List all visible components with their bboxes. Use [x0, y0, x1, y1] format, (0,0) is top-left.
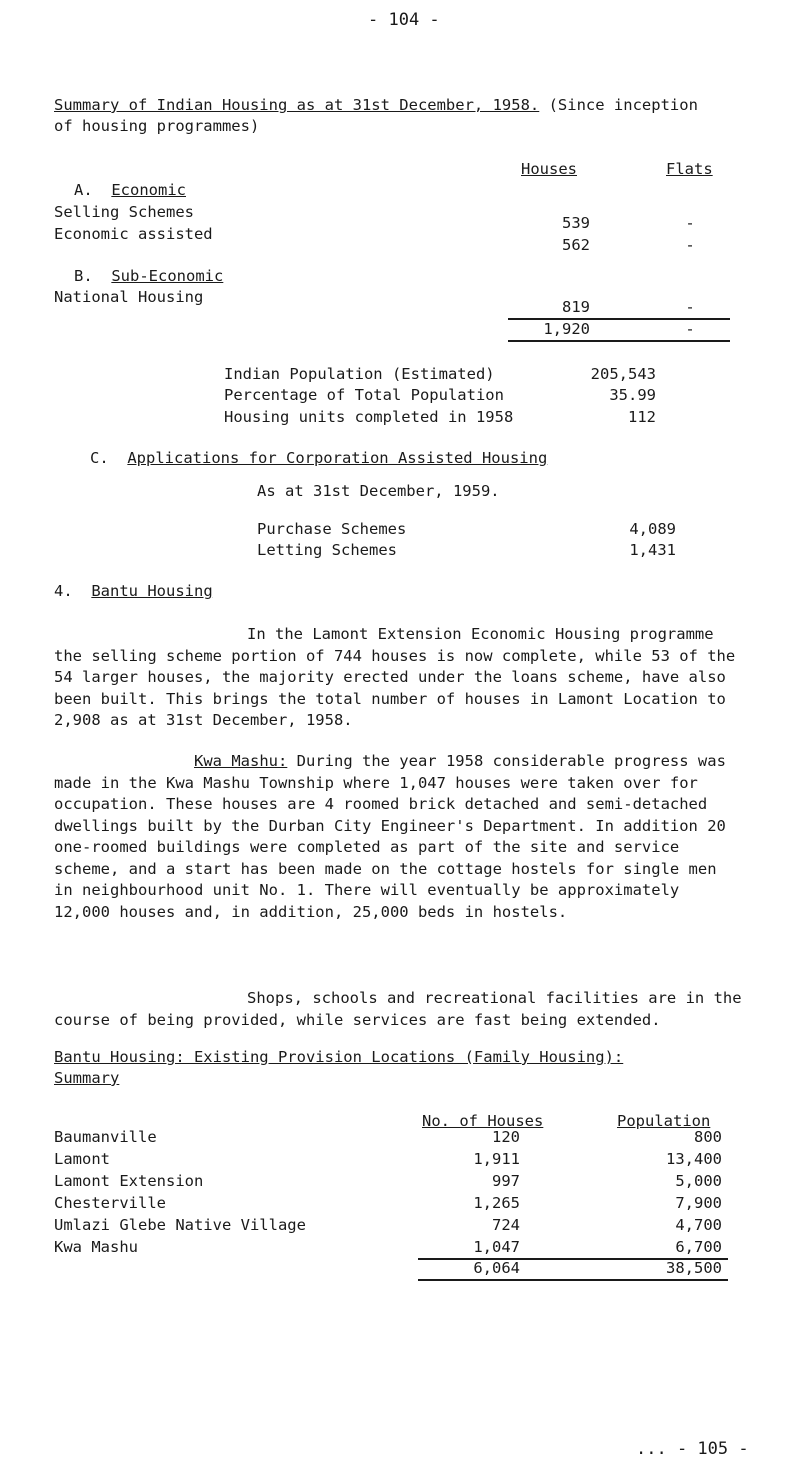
bantu-summary-subheading: Summary [54, 1069, 120, 1087]
summary-heading [54, 96, 698, 114]
location-houses: 1,911 [473, 1150, 520, 1168]
location-name: Baumanville [54, 1128, 157, 1146]
location-name: Lamont Extension [54, 1172, 204, 1190]
location-population: 4,700 [675, 1216, 722, 1234]
population-label: Indian Population (Estimated) [224, 365, 495, 383]
bantu-total-houses: 6,064 [473, 1259, 520, 1277]
bantu-total-rule [418, 1279, 728, 1281]
paragraph-facilities-text: Shops, schools and recreational facilities are in the course of being provided, while services are fast being extended. [54, 989, 742, 1029]
location-houses: 1,047 [473, 1238, 520, 1256]
col-header-no-of-houses: No. of Houses [422, 1112, 544, 1130]
location-population: 7,900 [675, 1194, 722, 1212]
row-label: Selling Schemes [54, 203, 194, 221]
row-houses: 819 [562, 298, 590, 316]
section-c-prefix: C. [90, 449, 109, 467]
location-name: Chesterville [54, 1194, 166, 1212]
paragraph-lamont-text: In the Lamont Extension Economic Housing programme the selling scheme portion of 744 houses is now complete, while 53 of the 54 larger houses, the majority erected under the loans scheme, have also been built. This brings the total number of houses in Lamont Location to 2,908 as at 31st December, 1958. [54, 625, 736, 729]
population-value: 35.99 [609, 386, 656, 404]
population-value: 112 [628, 408, 656, 426]
location-name: Umlazi Glebe Native Village [54, 1216, 306, 1234]
col-header-flats: Flats [666, 160, 713, 178]
page-number: - 104 - [368, 10, 440, 30]
section-b-heading [74, 267, 223, 285]
summary-heading-line2: of housing programmes) [54, 117, 260, 135]
section-4-title: Bantu Housing [91, 582, 213, 600]
location-population: 5,000 [675, 1172, 722, 1190]
location-houses: 1,265 [473, 1194, 520, 1212]
section-a-title: Economic [111, 181, 186, 199]
location-population: 13,400 [666, 1150, 722, 1168]
total-flats: - [685, 320, 695, 338]
row-flats: - [685, 236, 695, 254]
section-b-prefix: B. [74, 267, 93, 285]
section-4-prefix: 4. [54, 582, 73, 600]
row-houses: 539 [562, 214, 590, 232]
section-a-heading [74, 181, 186, 199]
total-rule [508, 340, 730, 342]
kwa-mashu-text: During the year 1958 considerable progress was made in the Kwa Mashu Township where 1,047 houses were taken over for occupation. These houses are 4 roomed brick detached and semi-detached dwellings built by the Durban City Engineer's Department. In addition 20 one-roomed buildings were completed as part of the site and service scheme, and a start has been made on the cottage hostels for single men in neighbourhood unit No. 1. There will eventually be approximately 12,000 houses and, in addition, 25,000 beds in hostels. [54, 752, 726, 921]
row-flats: - [685, 298, 695, 316]
section-4-heading [54, 582, 213, 600]
location-houses: 997 [492, 1172, 520, 1190]
row-label: Economic assisted [54, 225, 213, 243]
section-b-title: Sub-Economic [111, 267, 224, 285]
location-name: Lamont [54, 1150, 110, 1168]
section-a-prefix: A. [74, 181, 93, 199]
kwa-mashu-lead: Kwa Mashu: [194, 752, 288, 770]
location-name: Kwa Mashu [54, 1238, 138, 1256]
location-houses: 120 [492, 1128, 520, 1146]
section-c-as-at: As at 31st December, 1959. [257, 482, 500, 500]
continuation-marker: ... - 105 - [636, 1439, 749, 1459]
row-houses: 562 [562, 236, 590, 254]
location-population: 800 [694, 1128, 722, 1146]
bantu-summary-heading: Bantu Housing: Existing Provision Locations (Family Housing): [54, 1048, 624, 1066]
application-value: 1,431 [629, 541, 676, 559]
application-label: Purchase Schemes [257, 520, 407, 538]
summary-heading-underlined: Summary of Indian Housing as at 31st December, 1958. [54, 96, 540, 114]
summary-heading-rest: (Since inception [539, 96, 698, 114]
application-value: 4,089 [629, 520, 676, 538]
population-label: Percentage of Total Population [224, 386, 504, 404]
col-header-houses: Houses [521, 160, 577, 178]
section-c-heading [90, 449, 547, 467]
total-houses: 1,920 [543, 320, 590, 338]
paragraph-kwa-mashu [54, 751, 744, 923]
row-flats: - [685, 214, 695, 232]
col-header-population: Population [617, 1112, 711, 1130]
location-houses: 724 [492, 1216, 520, 1234]
population-value: 205,543 [590, 365, 656, 383]
section-c-title: Applications for Corporation Assisted Housing [127, 449, 548, 467]
population-label: Housing units completed in 1958 [224, 408, 514, 426]
bantu-total-population: 38,500 [666, 1259, 722, 1277]
paragraph-lamont [54, 624, 744, 732]
paragraph-facilities [54, 988, 744, 1031]
application-label: Letting Schemes [257, 541, 397, 559]
location-population: 6,700 [675, 1238, 722, 1256]
row-label: National Housing [54, 288, 204, 306]
